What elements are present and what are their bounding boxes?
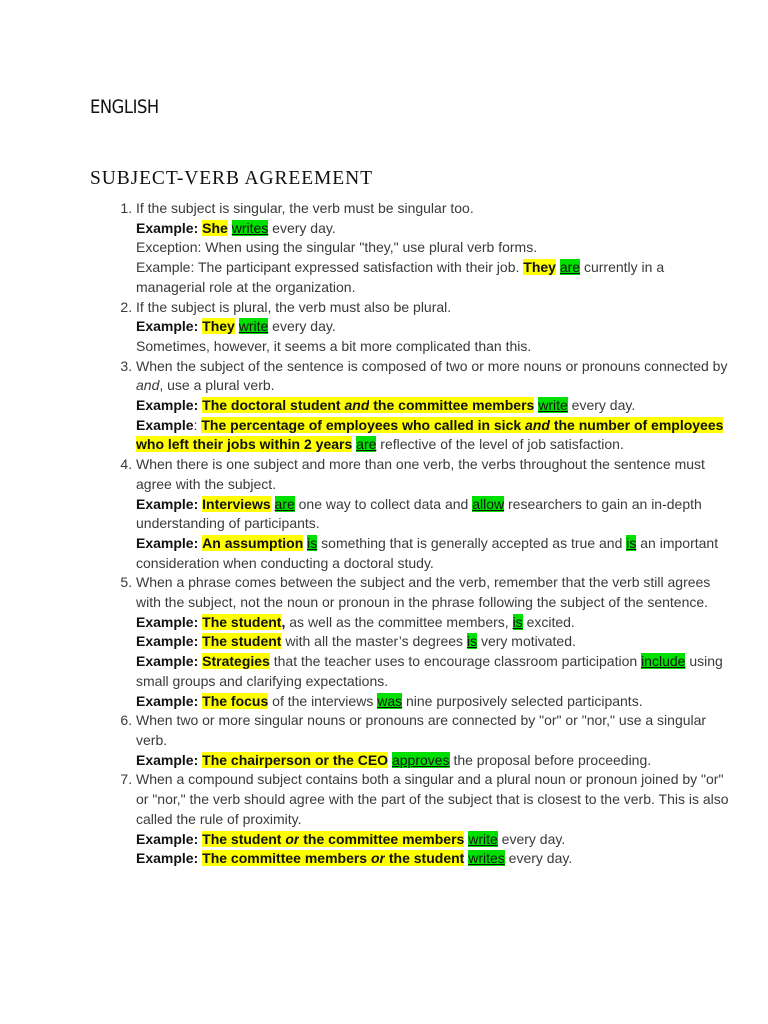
text-run: very motivated. [477, 633, 576, 650]
text-run: If the subject is singular, the verb must be singular too. [136, 200, 474, 216]
rule-example-line [136, 849, 736, 869]
example-label: Example [136, 416, 194, 433]
text-run: researchers to gain an in-depth understanding of participants. [136, 495, 702, 532]
rule-text [136, 711, 736, 750]
example-label: Example: [136, 219, 199, 236]
rule-text [136, 298, 736, 318]
verb-highlight: are [559, 259, 581, 276]
verb-highlight: is [307, 534, 318, 551]
text-run: with all the master’s degrees [281, 633, 467, 650]
example-label: Example: [136, 830, 199, 847]
text-run: currently in a managerial role at the organization. [136, 259, 665, 295]
text-run [271, 496, 275, 512]
text-run: one way to collect data and [294, 495, 473, 512]
text-run: When the subject of the sentence is composed of two or more nouns or pronouns connected by [136, 357, 728, 374]
verb-highlight: is [626, 534, 637, 551]
rule-text [136, 573, 736, 612]
rule-example-line [136, 830, 736, 850]
example-label: Example: [136, 850, 199, 867]
text-run: an important consideration when conducting a doctoral study. [136, 534, 719, 571]
verb-highlight: are [356, 436, 377, 453]
text-run: every day. [497, 830, 566, 847]
subject-highlight: the student [384, 850, 465, 867]
rule-example-line [136, 219, 736, 239]
verb-highlight: writes [231, 219, 269, 236]
verb-highlight: allow [472, 495, 505, 512]
subject-highlight: Strategies [202, 653, 270, 670]
rule-item [136, 357, 736, 456]
rule-text [136, 357, 736, 396]
rule-item [136, 770, 736, 869]
subject-highlight: The student [202, 830, 286, 847]
rule-example-line [136, 396, 736, 416]
subject-highlight: The percentage of employees who called in sick [201, 416, 526, 433]
text-run: When two or more singular nouns or pronouns are connected by "or" or "nor," use a singular verb. [136, 712, 707, 748]
rule-example-line [136, 337, 736, 357]
example-label: Example: [136, 397, 199, 414]
text-run: nine purposively selected participants. [402, 692, 643, 709]
subject-highlight: the committee members [369, 397, 535, 414]
subject-highlight: The doctoral student [202, 397, 345, 414]
example-label: Example: [136, 534, 199, 551]
text-run: excited. [522, 613, 575, 630]
text-run: Exception: When using the singular "they," use plural verb forms. [136, 239, 538, 256]
text-run: When a phrase comes between the subject and the verb, remember that the verb still agrees with the subject, not the noun or pronoun in the phrase following the subject of the sentence. [136, 574, 711, 611]
rule-example-line [136, 534, 736, 573]
section-title: SUBJECT-VERB AGREEMENT [90, 168, 373, 189]
verb-highlight: is [466, 633, 478, 650]
rule-example-line [136, 692, 736, 712]
italic-text: and [136, 377, 160, 394]
example-label: Example: [136, 613, 199, 630]
subject-highlight: The student [202, 633, 282, 650]
text-run: Sometimes, however, it seems a bit more complicated than this. [136, 337, 532, 354]
text-run: every day. [504, 850, 573, 867]
text-run: reflective of the level of job satisfaction. [376, 436, 624, 453]
subject-highlight: They [202, 318, 235, 335]
rules-list [90, 199, 736, 869]
subject-highlight: Interviews [202, 495, 271, 512]
text-run: the proposal before proceeding. [449, 751, 652, 768]
subject-highlight: The focus [202, 692, 269, 709]
text-run: something that is generally accepted as true and [317, 534, 627, 551]
rule-example-line [136, 652, 736, 691]
rule-example-line [136, 238, 736, 258]
text-run: as well as the committee members, [285, 613, 513, 630]
text-run: using small groups and clarifying expectations. [136, 653, 723, 689]
rule-text [136, 199, 736, 219]
verb-highlight: approves [391, 751, 450, 768]
subject-highlight: The student [202, 613, 282, 630]
text-run: If the subject is plural, the verb must also be plural. [136, 298, 452, 315]
example-label: Example: [136, 633, 199, 650]
rule-item [136, 298, 736, 357]
rule-example-line [136, 416, 736, 455]
verb-highlight: writes [468, 850, 505, 867]
text-run: When there is one subject and more than one verb, the verbs throughout the sentence must agree with the subject. [136, 456, 705, 492]
subject-highlight-conjunction: or [370, 850, 385, 867]
subject-highlight-conjunction: and [344, 397, 370, 414]
text-run: of the interviews [268, 692, 378, 709]
rule-example-line [136, 632, 736, 652]
rule-example-line [136, 495, 736, 534]
rule-text [136, 770, 736, 829]
verb-highlight: include [641, 653, 686, 670]
rule-item [136, 711, 736, 770]
verb-highlight: write [468, 830, 498, 847]
subject-highlight: the number of employees who left their jobs within 2 years [136, 416, 724, 453]
rule-example-line [136, 751, 736, 771]
example-label: Example: [136, 653, 199, 670]
text-run: every day. [268, 219, 336, 236]
subject-highlight: the committee members [299, 830, 465, 847]
rule-example-line [136, 613, 736, 633]
subject-highlight: The committee members [202, 850, 371, 867]
rule-text [136, 455, 736, 494]
example-label: , [281, 613, 286, 630]
text-run: every day. [268, 318, 336, 335]
subject-highlight: She [202, 219, 228, 236]
verb-highlight: are [274, 495, 295, 512]
example-label: Example: [136, 318, 199, 335]
text-run: , use a plural verb. [159, 377, 275, 394]
subject-highlight: An assumption [202, 534, 304, 551]
rule-example-line [136, 317, 736, 337]
example-label: Example: [136, 751, 199, 768]
verb-highlight: is [512, 613, 523, 630]
verb-highlight: write [538, 397, 568, 414]
rule-item [136, 199, 736, 298]
text-run: When a compound subject contains both a singular and a plural noun or pronoun joined by "or" or "nor," the verb should agree with the part of the subject that is closest to the verb. This is also called the rule of proximity. [136, 771, 729, 827]
text-run: : [193, 416, 202, 433]
subject-highlight: They [523, 259, 556, 276]
subject-highlight-conjunction: and [525, 416, 550, 433]
text-run: Example: The participant expressed satisfaction with their job. [136, 259, 524, 276]
example-label: Example: [136, 495, 199, 512]
page-title: ENGLISH [90, 96, 159, 118]
text-run: that the teacher uses to encourage classroom participation [269, 653, 642, 670]
text-run: every day. [567, 397, 636, 414]
subject-highlight: The chairperson or the CEO [202, 751, 389, 768]
rule-item [136, 455, 736, 573]
rule-example-line [136, 258, 736, 297]
subject-highlight-conjunction: or [285, 830, 300, 847]
verb-highlight: was [377, 692, 403, 709]
rule-item [136, 573, 736, 711]
example-label: Example: [136, 692, 199, 709]
verb-highlight: write [238, 318, 269, 335]
